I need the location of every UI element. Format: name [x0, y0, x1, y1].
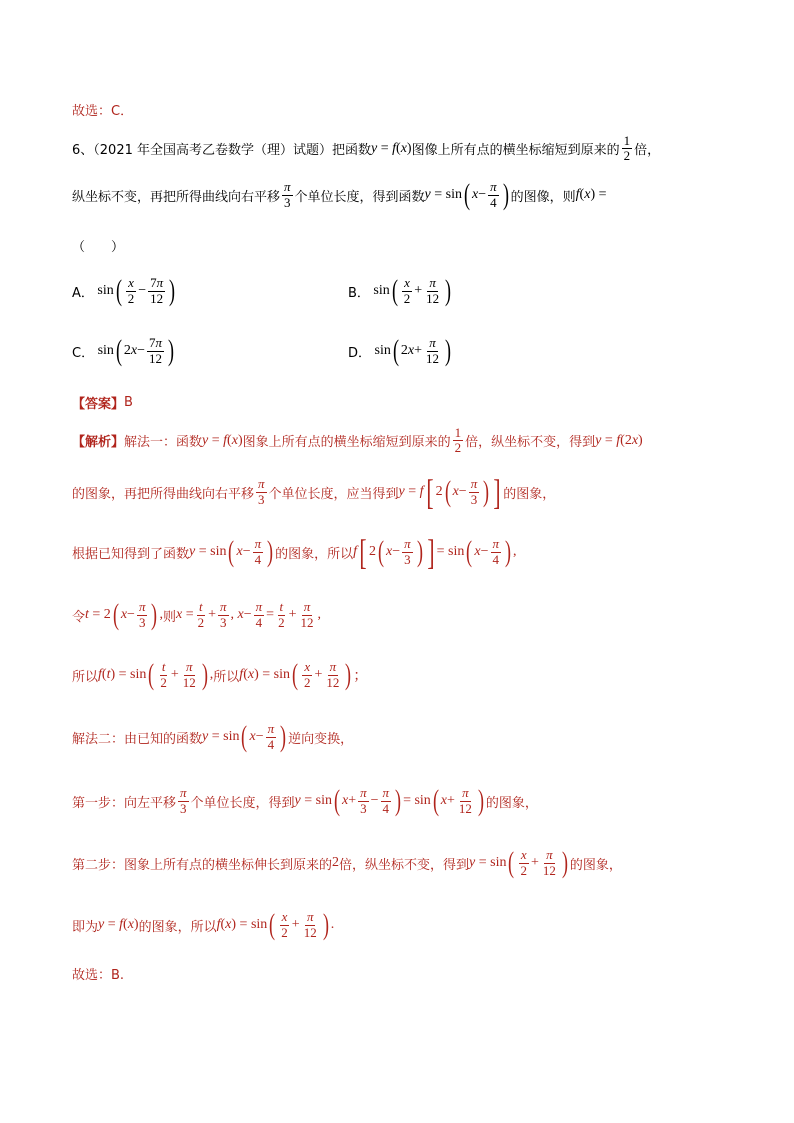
option-a[interactable]: A． sin ( $\frac{x}{2}$ − $\frac{7\pi}{12}$ ) — [72, 274, 176, 307]
option-d[interactable]: D． sin ( 2x+ $\frac{\pi}{12}$ ) — [348, 334, 451, 367]
prev-answer-line: 故选：C． — [72, 104, 134, 119]
analysis-line-7: 第一步：向左平移 $\frac{\pi}{3}$ 个单位长度，得到 y = sin ( x+ $\frac{\pi}{3}$ − $\frac{\pi}{4}$ ) = sin ( x+ $\frac{\pi}{12}$ ) 的图象， — [72, 784, 538, 817]
analysis-line-4: 令 t = 2 ( x − $\frac{\pi}{3}$ ) , 则 x = $\frac{t}{2}$ + $\frac{\pi}{3}$ , x− $\frac{\pi}{4}$ = $\frac{t}{2}$ + $\frac{\pi}{12}$ , — [72, 598, 321, 631]
answer-line: 【答案】 B — [72, 395, 133, 412]
analysis-line-6: 解法二：由已知的函数 y = sin ( x − $\frac{\pi}{4}$ ) 逆向变换， — [72, 720, 354, 753]
option-b[interactable]: B． sin ( $\frac{x}{2}$ + $\frac{\pi}{12}$ ) — [348, 274, 452, 307]
question-line-2: 纵坐标不变，再把所得曲线向右平移 $\frac{\pi}{3}$ 个单位长度，得到函数 y = sin ( x − $\frac{\pi}{4}$ ) 的图像，则 f(x) = — [72, 178, 607, 211]
analysis-line-1: 【解析】 解法一：函数 y = f(x) 图象上所有点的横坐标缩短到原来的 $\frac{1}{2}$ 倍，纵坐标不变，得到 y = f(2x) — [72, 425, 643, 456]
analysis-line-2: 的图象，再把所得曲线向右平移 $\frac{\pi}{3}$ 个单位长度，应当得到 y = f [ 2 ( x − $\frac{\pi}{3}$ ) ] 的图象， — [72, 472, 556, 512]
analysis-line-9: 即为 y = f(x) 的图象，所以 f(x) = sin ( $\frac{x}{2}$ + $\frac{\pi}{12}$ ) . — [72, 908, 335, 941]
final-answer-line: 故选：B. — [72, 968, 125, 983]
analysis-line-8: 第二步：图象上所有点的横坐标伸长到原来的 2 倍，纵坐标不变，得到 y = sin ( $\frac{x}{2}$ + $\frac{\pi}{12}$ ) 的图象， — [72, 846, 622, 879]
question-paren: （ ） — [72, 240, 125, 255]
analysis-line-5: 所以 f(t) = sin ( $\frac{t}{2}$ + $\frac{\pi}{12}$ ) , 所以 f(x) = sin ( $\frac{x}{2}$ + $\frac{\pi}{12}$ ) ； — [72, 658, 368, 691]
option-c[interactable]: C． sin ( 2x− $\frac{7\pi}{12}$ ) — [72, 334, 175, 367]
question-line-1: 6、（2021 年全国高考乙卷数学（理）试题）把函数 y = f(x) 图像上所有点的横坐标缩短到原来的 $\frac{1}{2}$ 倍， — [72, 133, 661, 164]
analysis-line-3: 根据已知得到了函数 y = sin ( x − $\frac{\pi}{4}$ ) 的图象，所以 f [ 2 ( x − $\frac{\pi}{3}$ ) ] = sin ( x − $\frac{\pi}{4}$ ) , — [72, 532, 517, 572]
